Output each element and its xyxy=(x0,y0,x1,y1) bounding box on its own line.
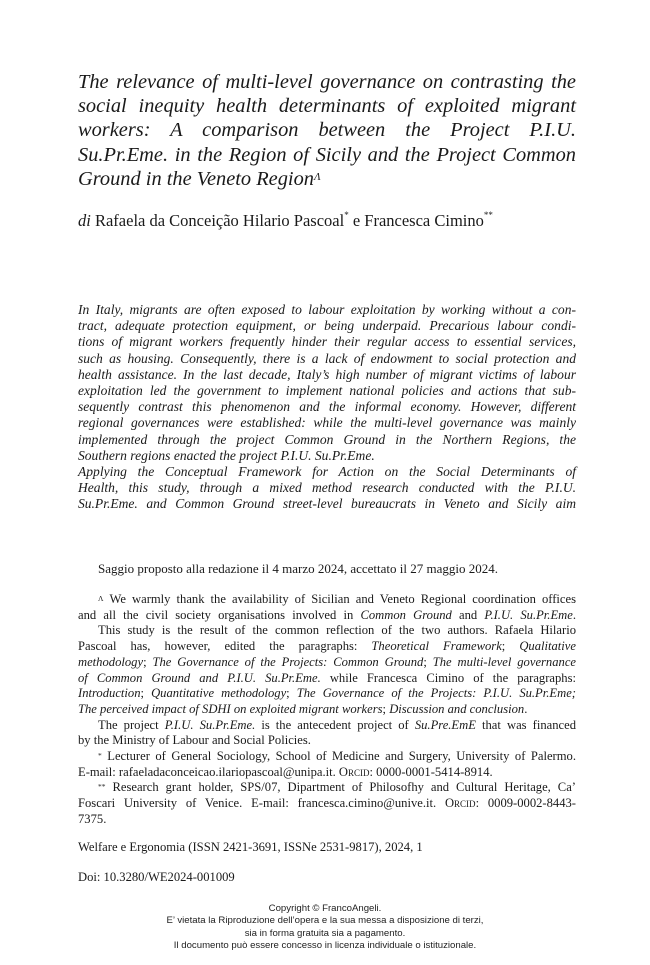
author-line xyxy=(78,211,493,231)
abstract-line: health assistance. In the last decade, Italy’s high number of migrant victims of labour xyxy=(78,366,576,382)
footnote-line xyxy=(78,749,576,765)
footnote-line xyxy=(78,592,576,608)
copyright-line: E’ vietata la Riproduzione dell’opera e la sua messa a disposizione di terzi, xyxy=(166,915,484,927)
footnote-line xyxy=(78,812,576,828)
footnote-text: Common Ground xyxy=(360,607,452,622)
footnote-line xyxy=(78,671,576,687)
footnote-text: Qualitative xyxy=(519,639,576,654)
footnote-text: The project xyxy=(98,717,165,732)
footnotes xyxy=(78,592,576,828)
abstract-line: tract, adequate protection equipment, or being underpaid. Precarious labour condi- xyxy=(78,318,576,334)
footnote-line xyxy=(78,655,576,671)
footnote-text: Lecturer of General Sociology, School of Medicine and Surgery, University of Palermo. xyxy=(107,749,576,764)
footnote-text: is the antecedent project of xyxy=(255,717,415,732)
author-name: Francesca Cimino xyxy=(364,211,484,230)
footnote-text: The perceived impact of SDHI on exploited migrant workers xyxy=(78,701,383,716)
footnote-line xyxy=(78,639,576,655)
abstract-line: Applying the Conceptual Framework for Action on the Social Determinants of xyxy=(78,464,576,480)
abstract-line: tions of migrant workers frequently hinder their regular access to essential services, xyxy=(78,334,576,350)
article-title xyxy=(78,70,576,191)
footnote-text: Research grant holder, SPS/07, Dipartment of Philosofhy and Cultural Heritage, Ca’ xyxy=(112,780,576,795)
footnote-line xyxy=(78,765,576,781)
footnote-line xyxy=(78,796,576,812)
footnote-text: methodology xyxy=(78,654,144,669)
author-footnote-marker: * xyxy=(344,210,349,220)
footnote-text: This study is the result of the common reflection of the two authors. Rafaela Hilario xyxy=(98,623,576,638)
footnote-line xyxy=(78,623,576,639)
footnote-line xyxy=(78,733,576,749)
footnote-text: E-mail: rafaeladaconceicao.ilariopascoal@unipa.it. xyxy=(78,764,339,779)
title-line xyxy=(78,167,576,191)
footnote-text: The Governance of the Projects: P.I.U. Su.Pr.Eme; xyxy=(296,686,576,701)
footnote-text: . xyxy=(572,607,576,622)
footnote-text: while Francesca Cimino of the paragraphs: xyxy=(320,670,577,685)
footnote-marker: * xyxy=(98,751,102,761)
footnote-text: P.I.U. Su.Pr.Eme xyxy=(484,607,573,622)
footnote-line xyxy=(78,702,576,718)
title-footnote-marker: Λ xyxy=(313,170,321,183)
footnote-text: : 0009-0002-8443- xyxy=(475,796,576,811)
footnote-text: The Governance of the Projects: Common Ground xyxy=(152,654,424,669)
footnote-text: ; xyxy=(382,701,390,716)
author-name: Rafaela da Conceição Hilario Pascoal xyxy=(94,211,345,230)
footnote-line xyxy=(78,780,576,796)
footnote-text: ; xyxy=(286,686,297,701)
title-line: Su.Pr.Eme. in the Region of Sicily and the Project Common xyxy=(78,143,576,166)
abstract-line: Health, this study, through a mixed method research conducted with the P.I.U. xyxy=(78,480,576,496)
footnote-text: The multi-level governance xyxy=(432,654,577,669)
footnote-text: Introduction xyxy=(78,686,141,701)
abstract-line: implemented through the project Common Ground in the Northern Regions, the xyxy=(78,431,576,447)
footnote-text: . xyxy=(524,701,528,716)
abstract-line: exploitation led the government to implement national policies and actions that sub- xyxy=(78,383,576,399)
footnote-text: ; xyxy=(140,686,152,701)
journal-citation: Welfare e Ergonomia (ISSN 2421-3691, ISSNe 2531-9817), 2024, 1 xyxy=(78,840,423,854)
orcid-label: Orcid xyxy=(444,796,476,811)
author-prefix: di xyxy=(78,211,91,230)
title-line: social inequity health determinants of exploited migrant xyxy=(78,95,576,118)
copyright-notice xyxy=(0,903,650,952)
footnote-text: We warmly thank the availability of Sicilian and Veneto Regional coordination offices xyxy=(109,592,576,606)
abstract-line: such as housing. Consequently, there is a lack of endowment to social protection and xyxy=(78,350,576,366)
footnote-text: that was financed xyxy=(475,717,576,732)
footnote-text: ; xyxy=(423,654,433,669)
footnote-line xyxy=(78,608,576,624)
footnote-text: Pascoal has, however, edited the paragraphs: xyxy=(78,639,372,654)
footnote-text: 7375. xyxy=(78,811,107,826)
abstract-line: Su.Pr.Eme. and Common Ground street-level bureaucrats in Veneto and Sicily aim xyxy=(78,496,576,512)
copyright-line: Copyright © FrancoAngeli. xyxy=(268,903,382,914)
copyright-line: Il documento può essere concesso in licenza individuale o istituzionale. xyxy=(173,939,477,951)
footnote-text: Foscari University of Venice. E-mail: francesca.cimino@unive.it. xyxy=(78,796,445,811)
footnote-text: Discussion and conclusion xyxy=(389,701,525,716)
footnote-text: Quantitative methodology xyxy=(151,686,287,701)
footnote-text: by the Ministry of Labour and Social Policies. xyxy=(78,733,311,748)
doi: Doi: 10.3280/WE2024-001009 xyxy=(78,870,235,884)
abstract xyxy=(78,302,576,513)
footnote-line xyxy=(78,718,576,734)
abstract-line: Southern regions enacted the project P.I.U. Su.Pr.Eme. xyxy=(78,447,375,463)
footnote-text: ; xyxy=(143,654,153,669)
abstract-line: sequently contrast this phenomenon and the informal economy. However, different xyxy=(78,399,576,415)
copyright-line: sia in forma gratuita sia a pagamento. xyxy=(244,927,406,939)
submission-dates: Saggio proposto alla redazione il 4 marzo 2024, accettato il 27 maggio 2024. xyxy=(98,561,499,576)
author-conjunction: e xyxy=(352,211,361,230)
footnote-text: ; xyxy=(501,639,520,654)
footnote-text: and xyxy=(451,607,485,622)
footnote-text: P.I.U. Su.Pr.Eme. xyxy=(164,717,256,732)
title-line: workers: A comparison between the Project P.I.U. xyxy=(78,119,576,142)
author-footnote-marker: ** xyxy=(483,210,493,220)
orcid-label: Orcid xyxy=(338,764,370,779)
title-line: The relevance of multi-level governance on contrasting the xyxy=(78,71,576,93)
footnote-text: of Common Ground and P.I.U. Su.Pr.Eme. xyxy=(78,670,321,685)
footnote-marker: ** xyxy=(98,782,106,792)
footnote-text: and all the civil society organisations involved in xyxy=(78,607,361,622)
abstract-line: regional governances were established: while the multi-level governance was mainly xyxy=(78,415,576,431)
title-line-text: Ground in the Veneto Region xyxy=(78,167,314,190)
footnote-text: : 0000-0001-5414-8914. xyxy=(369,764,493,779)
footnote-text: Theoretical Framework xyxy=(371,639,502,654)
footnote-marker: Λ xyxy=(98,594,104,603)
footnote-text: Su.Pre.EmE xyxy=(414,717,476,732)
abstract-line: In Italy, migrants are often exposed to labour exploitation by working without a con- xyxy=(78,302,576,317)
footnote-line xyxy=(78,686,576,702)
